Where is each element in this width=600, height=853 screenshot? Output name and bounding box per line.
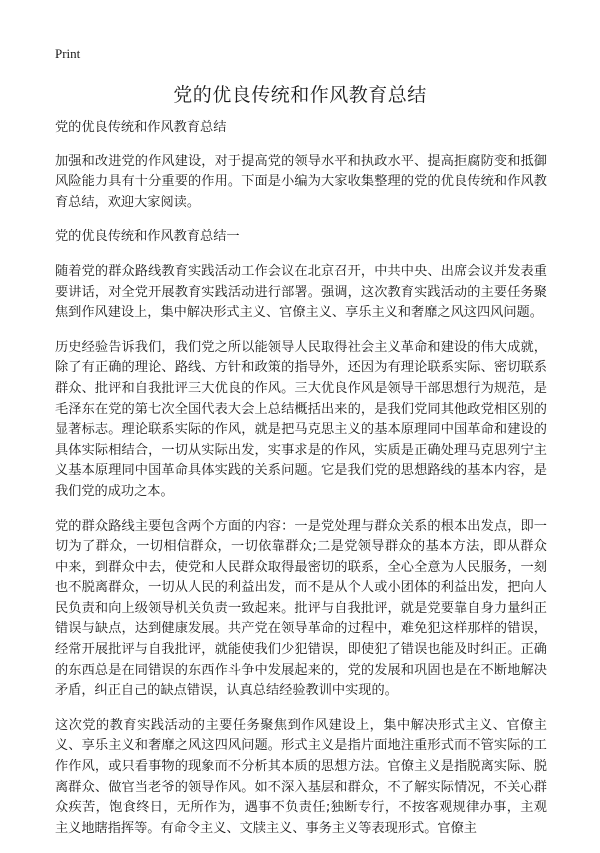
page-title: 党的优良传统和作风教育总结 xyxy=(173,84,427,106)
body-paragraph: 历史经验告诉我们，我们党之所以能领导人民取得社会主义革命和建设的伟大成就，除了有正确的理论、路线、方针和政策的指导外，还因为有理论联系实际、密切联系群众、批评和自我批评三大优良的作风。三大优良作风是领导干部思想行为规范，是毛泽东在党的第七次全国代表大会上总结概括出来的，是我们党同其他政党相区别的显著标志。理论联系实际的作风，就是把马克思主义的基本原理同中国革命和建设的具体实际相结合，一切从实际出发，实事求是的作风，实质是正确处理马克思列宁主义基本原理同中国革命具体实践的关系问题。它是我们党的思想路线的基本内容，是我们党的成功之本。 xyxy=(55,339,547,499)
body-paragraph: 党的群众路线主要包含两个方面的内容：一是党处理与群众关系的根本出发点，即一切为了群众，一切相信群众，一切依靠群众;二是党领导群众的基本方法，即从群众中来，到群众中去，使党和人民群众取得最密切的联系，全心全意为人民服务，一刻也不脱离群众，一切从人民的利益出发，而不是从个人或小团体的利益出发，把向人民负责和向上级领导机关负责一致起来。批评与自我批评，就是党要靠自身力量纠正错误与缺点，达到健康发展。共产党在领导革命的过程中，难免犯这样那样的错误，经常开展批评与自我批评，就能使我们少犯错误，即使犯了错误也能及时纠正。正确的东西总是在同错误的东西作斗争中发展起来的，党的发展和巩固也是在不断地解决矛盾，纠正自己的缺点错误，认真总结经验教训中实现的。 xyxy=(55,518,547,699)
subtitle: 党的优良传统和作风教育总结 xyxy=(55,120,227,135)
print-link[interactable]: Print xyxy=(55,46,81,61)
body-paragraph: 这次党的教育实践活动的主要任务聚焦到作风建设上，集中解决形式主义、官僚主义、享乐主义和奢靡之风这四风问题。形式主义是指片面地注重形式而不管实际的工作作风，或只看事物的现象而不分析其本质的思想方法。官僚主义是指脱离实际、脱离群众、做官当老爷的领导作风。如不深入基层和群众，不了解实际情况，不关心群众疾苦，饱食终日，无所作为，遇事不负责任;独断专行，不按客观规律办事，主观主义地瞎指挥等。有命令主义、文牍主义、事务主义等表现形式。官僚主 xyxy=(55,717,547,836)
section-heading: 党的优良传统和作风教育总结一 xyxy=(55,229,240,245)
body-paragraph: 随着党的群众路线教育实践活动工作会议在北京召开，中共中央、出席会议并发表重要讲话，对全党开展教育实践活动进行部署。强调，这次教育实践活动的主要任务聚焦到作风建设上，集中解决形式主义、官僚主义、享乐主义和奢靡之风这四风问题。 xyxy=(55,263,547,321)
article-body xyxy=(55,118,547,853)
intro-paragraph: 加强和改进党的作风建设，对于提高党的领导水平和执政水平、提高拒腐防变和抵御风险能力具有十分重要的作用。下面是小编为大家收集整理的党的优良传统和作风教育总结，欢迎大家阅读。 xyxy=(55,153,547,210)
